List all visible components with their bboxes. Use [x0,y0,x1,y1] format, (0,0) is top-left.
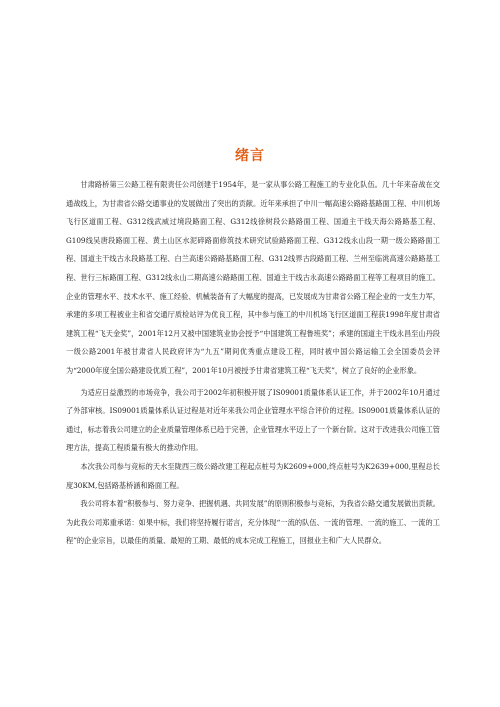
paragraph-iso-certification: 为适应日益激烈的市场竞争，我公司于2002年初积极开展了IS09001质量体系认证工作，并于2002年10月通过了外部审核。IS09001质量体系认证过程是对近年来我公司企业管理水平综合评价的过程。IS09001质量体系认证的通过，标志着我公司建立的企业质量管理体系已趋于完善，企业管理水平迈上了一个新台阶。这对于改进我公司施工管理方法，提高工程质量有极大的推动作用。 [66,387,440,453]
page-title: 绪言 [235,148,265,164]
paragraph-company-history: 甘肃路桥第三公路工程有限责任公司创建于1954年，是一家从事公路工程施工的专业化队伍。几十年来奋战在交通战线上，为甘肃省公路交通事业的发展做出了突出的贡献。近年来承担了中川一幅高速公路路基路面工程、中川机场飞行区道面工程、G312线武威过境段路面工程、G312线徐树段公路路面工程、国道主干线天海公路路基工程、G109线吴唐段路面工程、黄土山区水泥碎路面修筑技术研究试验路路面工程、G312线永山段一期一级公路路面工程、国道主干线古永段路基工程、白兰高速公路路基路面工程、G312线界古段路面工程、兰州至临洮高速公路路基工程、世行三标路面工程、G312线永山二期高速公路路面工程、国道主干线古永高速公路路面工程等工程项目的施工。企业的管理水平、技术水平、施工经验、机械装备有了大幅度的提高，已发展成为甘肃省公路工程企业的一支生力军，承建的多项工程被业主和省交通厅质检站评为优良工程，其中参与施工的中川机场飞行区道面工程获1998年度甘肃省建筑工程“飞天金奖”，2001年12月又被中国建筑业协会授予“中国建筑工程鲁班奖”；承建的国道主干线永昌至山丹段一级公路2001年被甘肃省人民政府评为“九五”期间优秀重点建设工程，同时被中国公路运输工会全国委员会评为“2000年度全国公路建设优质工程”，2001年10月被授予甘肃省建筑工程“飞天奖”，树立了良好的企业形象。 [66,180,440,375]
paragraph-project-scope: 本次我公司参与竞标的天水至陇西三级公路改建工程起点桩号为K2609+000,终点桩号为K2639+000,里程总长度30KM,包括路基桥涵和路面工程。 [66,461,440,490]
paragraph-commitment: 我公司将本着“积极参与、努力竞争、把握机遇、共同发展”的原则积极参与竞标，为我省公路交通发展做出贡献。为此我公司郑重承诺：如果中标，我们将坚持履行诺言，充分体现“一流的队伍、一流的管理、一流的施工、一流的工程”的企业宗旨，以最佳的质量、最短的工期、最低的成本完成工程施工，回报业主和广大人民群众。 [66,499,440,546]
document-body [66,176,440,551]
